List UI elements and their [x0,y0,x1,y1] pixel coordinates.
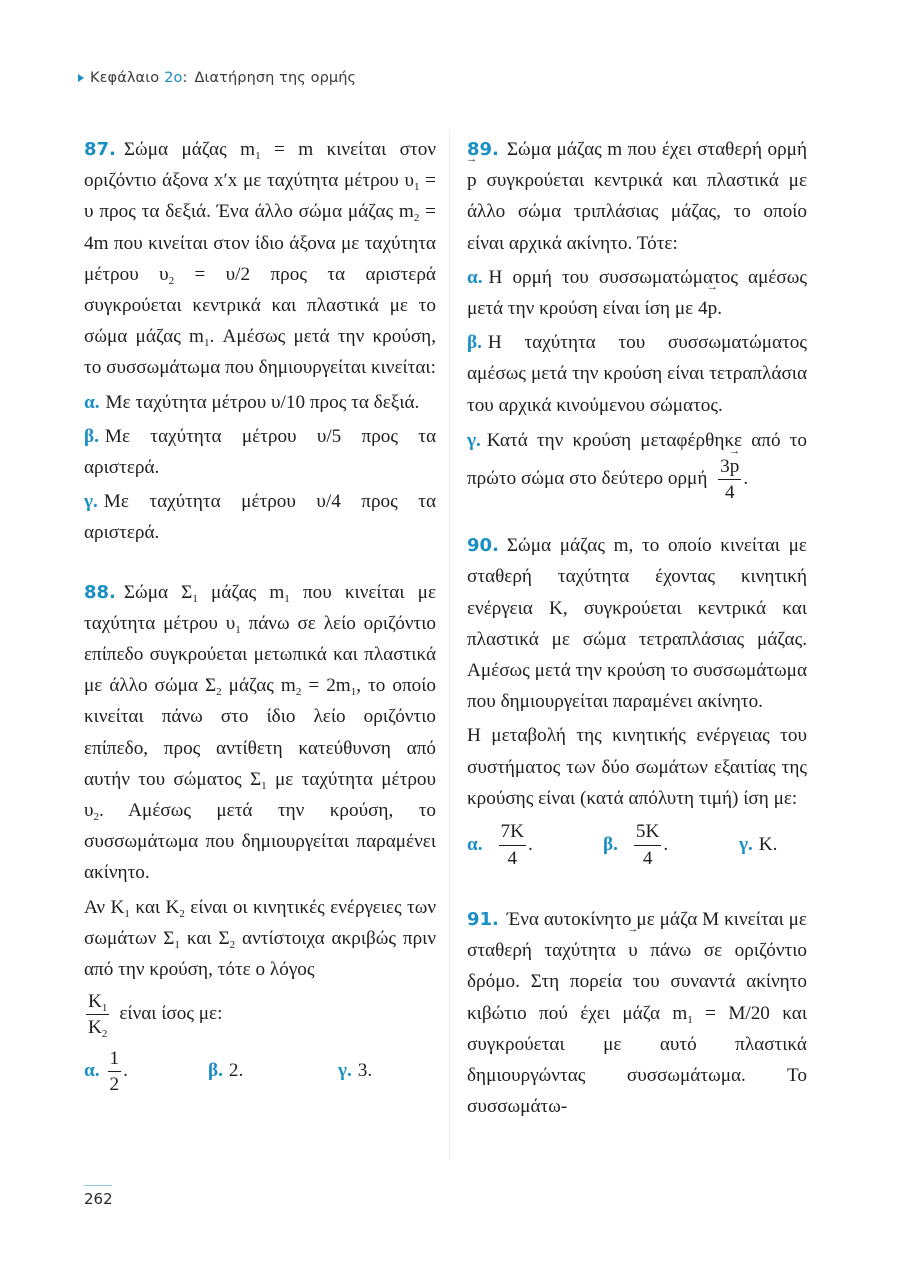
text-run: Σώμα Σ [123,581,193,603]
option-fraction [634,822,661,867]
option-text: Με ταχύτητα μέτρου υ/5 προς τα αριστερά. [84,425,436,479]
text-run: είναι οι κινητικές ενέργειες των σωμάτων Σ [84,896,437,949]
triangle-bullet-icon [78,74,84,82]
subscript: 1 [235,623,241,636]
option-a[interactable] [84,1049,208,1094]
problem-88-stem [84,577,436,889]
options-row [84,1043,436,1099]
fraction-denominator: 4 [642,847,653,869]
option-label: γ. [338,1060,352,1082]
option-c[interactable] [84,486,436,548]
vector-u: → υ [628,935,638,966]
problem-number: 91. [467,909,499,931]
left-column [84,134,436,1099]
option-label: β. [603,834,618,856]
subscript: 1 [284,592,290,605]
problem-88-question [84,892,436,986]
header-separator: : [182,70,188,86]
text-run: Σώμα μάζας m, το οποίο κινείται με σταθερή ταχύτητα έχοντας κινητική ενέργεια K, συγκρούεται κεντρικά και πλαστικά με σώμα τετραπλάσιας μάζας. Αμέσως μετά την κρούση το συσσωμάτωμα που δημιουργείται παραμένει ακίνητο. [467,535,807,713]
text-run: Αν K [84,896,125,918]
subscript: 2 [93,811,100,824]
vector-p: → p [467,165,477,196]
option-label: α. [84,1060,100,1082]
text-run: . [717,298,723,320]
fraction-denominator: 4 [507,847,518,869]
text-run: με ταχύτητα μέτρου υ [84,768,436,822]
ratio-line [84,985,436,1043]
option-b[interactable] [467,327,807,421]
chapter-number: 2ο [164,70,183,86]
problem-number: 88. [84,581,116,603]
option-b[interactable] [603,822,739,867]
option-label: β. [208,1060,223,1082]
subscript: 1 [124,907,130,920]
option-c[interactable] [338,1060,372,1082]
text-run: και Σ [179,927,230,949]
fraction-denominator: K [88,1016,102,1038]
text-run: , το οποίο κινείται πάνω στο ίδιο λείο οριζόντιο επίπεδο, προς αντίθετη κατεύθυνση από αυτήν του σώματος Σ [84,675,437,790]
fraction-numerator: 3 [720,455,730,477]
problem-91-stem [467,904,807,1122]
option-text: Η ορμή του συσσωματώματος αμέσως μετά την κρούση είναι ίση με 4 [467,266,807,320]
subscript: 1 [255,150,261,162]
option-a[interactable] [467,262,807,324]
option-c[interactable] [467,424,807,502]
text-run: . [743,467,749,489]
subscript: 2 [413,212,420,225]
option-fraction [499,822,526,867]
problem-number: 90. [467,535,499,557]
options-row [467,814,807,876]
text-run: = M/20 και συγκρούεται με αυτό πλαστικά δημιουργώντας συσσωμάτωμα. Το συσσωμάτω- [467,1002,807,1118]
text-run: Η μεταβολή της κινητικής ενέργειας του συστήματος των δύο σωμάτων εξαιτίας της κρούσης είναι (κατά απόλυτη τιμή) ίση με: [467,725,807,809]
footer-rule [84,1185,112,1186]
subscript: 2 [295,686,302,699]
option-a[interactable] [84,387,436,418]
fraction-numerator: 1 [108,1049,122,1072]
subscript: 1 [174,938,180,951]
problem-89 [467,134,807,502]
option-label: α. [467,834,483,856]
text-run: . Αμέσως μετά την κρούση, το συσσωμάτωμα που δημιουργείται κινείται: [84,326,436,379]
chapter-title: Διατήρηση της ορμής [194,70,357,86]
option-label: γ. [84,491,98,513]
option-c[interactable] [739,834,777,856]
option-fraction [718,457,741,502]
text-run: που κινείται με ταχύτητα μέτρου υ [84,581,436,634]
problem-87-stem [84,134,436,384]
text-run: μάζας m [197,581,285,603]
subscript: 1 [350,686,357,699]
option-label: γ. [739,834,753,856]
text-run: . Αμέσως μετά την κρούση, το συσσωμάτωμα που δημιουργείται παραμένει ακίνητο. [84,800,436,884]
text-run: Ένα αυτοκίνητο με μάζα M κινείται με σταθερή ταχύτητα [467,909,807,962]
page-number: 262 [84,1190,113,1208]
option-label: β. [467,332,482,354]
text-run: . [123,1060,128,1082]
vector-p: → p [708,293,718,324]
problem-number: 87. [84,139,116,160]
text-run: . [527,834,533,856]
chapter-label: Κεφάλαιο [90,70,160,86]
fraction-numerator: K [88,990,102,1012]
problem-91 [467,904,807,1122]
option-text: 3. [357,1060,373,1082]
option-text: K. [758,834,778,856]
fraction-denominator: 2 [109,1073,120,1095]
option-label: α. [84,391,100,413]
option-text: 2. [228,1060,244,1082]
column-divider [449,130,450,1160]
text-run: μάζας m [221,675,296,697]
right-column [467,134,807,1122]
subscript: 1 [413,181,420,194]
subscript: 1 [687,1013,693,1026]
problem-90-stem [467,530,807,717]
problem-88 [84,577,436,1100]
fraction-numerator: 7K [499,822,526,845]
problem-89-stem [467,134,807,259]
text-run: συγκρούεται κεντρικά και πλαστικά με άλλο σώμα τριπλάσιας μάζας, το οποίο είναι αρχικά ακίνητο. Τότε: [467,170,807,254]
subscript: 1 [203,337,210,350]
option-fraction [108,1049,122,1094]
text-run: Σώμα μάζας m [123,139,256,160]
fraction-denominator: 4 [724,482,735,504]
problem-90 [467,530,807,876]
fraction-numerator: 5K [634,822,661,845]
text-run: είναι ίσος με: [119,1003,223,1025]
option-b[interactable] [84,421,436,483]
option-text: Κατά την κρούση μεταφέρθηκε από το πρώτο σώμα στο δεύτερο ορμή [467,429,807,489]
text-run: πάνω σε οριζόντιο δρόμο. Στη πορεία του συναντά ακίνητο κιβώτιο πού έχει μάζα m [467,940,807,1024]
subscript: 1 [101,1001,108,1014]
subscript: 2 [216,686,222,699]
subscript: 2 [168,274,175,287]
text-run: = υ προς τα δεξιά. Ένα άλλο σώμα μάζας m [84,170,436,223]
text-run: Σώμα μάζας m που έχει σταθερή ορμή [506,139,807,160]
option-text: Με ταχύτητα μέτρου υ/4 προς τα αριστερά. [84,491,436,544]
problem-number: 89. [467,139,499,160]
option-a[interactable] [467,822,603,867]
ratio-fraction [86,990,109,1040]
option-b[interactable] [208,1060,338,1082]
running-header [78,70,356,86]
text-run: αντίστοιχα ακριβώς πριν από την κρούση, τότε ο λόγος [84,927,436,981]
text-run: και K [129,896,180,918]
option-label: α. [467,266,483,288]
option-label: γ. [467,429,481,451]
option-text: Με ταχύτητα μέτρου υ/10 προς τα δεξιά. [105,391,420,413]
subscript: 2 [229,938,236,951]
subscript: 1 [261,779,267,792]
problem-90-question [467,720,807,814]
text-run: = υ/2 προς τα αριστερά συγκρούεται κεντρικά και πλαστικά με το σώμα μάζας m [84,263,436,348]
subscript: 2 [179,907,185,920]
subscript: 2 [101,1027,108,1040]
subscript: 1 [192,592,198,605]
text-run: = 4m που κινείται στον ίδιο άξονα με ταχύτητα μέτρου υ [84,201,436,285]
text-run: = m κινείται στον οριζόντιο άξονα x′x με ταχύτητα μέτρου υ [84,139,436,192]
option-label: β. [84,425,99,447]
text-run: πάνω σε λείο οριζόντιο επίπεδο συγκρούεται μετωπικά και πλαστικά με άλλο σώμα Σ [84,612,436,697]
text-run: = 2m [301,675,351,697]
vector-p: → p [730,457,740,476]
text-run: . [663,834,669,856]
option-text: Η ταχύτητα του συσσωματώματος αμέσως μετά την κρούση είναι τετραπλάσια του αρχικά κινούμενου σώματος. [467,332,807,416]
problem-87 [84,134,436,549]
